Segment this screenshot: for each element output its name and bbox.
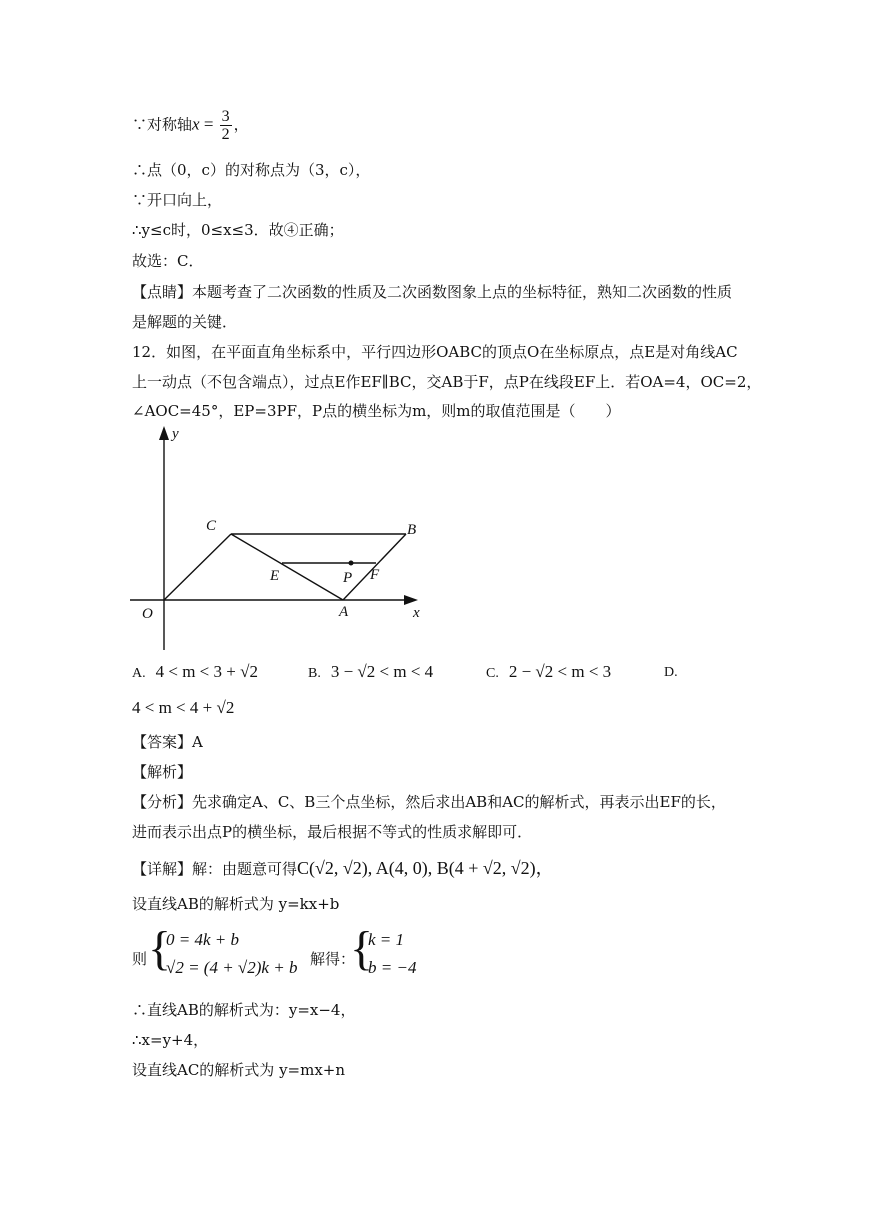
label-c: C xyxy=(206,518,217,534)
option-c-text: 2 − √2 < m < 3 xyxy=(508,662,612,681)
left-brace: { xyxy=(148,922,172,975)
text-line-2: ∴点（0，c）的对称点为（3，c）， xyxy=(132,161,371,179)
label-e: E xyxy=(270,568,280,584)
setup-ab-line: 设直线AB的解析式为 y=kx+b xyxy=(132,895,340,913)
label-b: B xyxy=(407,522,417,538)
y-axis-arrow xyxy=(159,426,169,440)
option-b-label: B. xyxy=(308,666,321,681)
ab-result-line: ∴直线AB的解析式为：y=x−4， xyxy=(132,1001,356,1019)
fraction-numerator: 3 xyxy=(221,108,230,125)
question-line-3: ∠AOC=45°，EP=3PF，P点的横坐标为m，则m的取值范围是（ ） xyxy=(132,402,621,420)
system-solve: 解得： xyxy=(310,950,356,968)
analysis-title: 【解析】 xyxy=(132,763,193,781)
system-eq2: √2 = (4 + √2)k + b xyxy=(166,958,298,977)
x-axis-arrow xyxy=(404,595,418,605)
solution-k: k = 1 xyxy=(368,930,405,949)
label-y: y xyxy=(172,426,179,442)
solution-b: b = −4 xyxy=(368,958,417,977)
answer-line: 【答案】A xyxy=(132,733,203,751)
question-line-1: 12．如图，在平面直角坐标系中，平行四边形OABC的顶点O在坐标原点，点E是对角线AC xyxy=(132,343,738,361)
option-d-label: D. xyxy=(664,665,678,680)
analysis-line-2: 进而表示出点P的横坐标，最后根据不等式的性质求解即可． xyxy=(132,823,533,841)
question-line-2: 上一动点（不包含端点），过点E作EF∥BC，交AB于F，点P在线段EF上．若OA=4，OC=2， xyxy=(132,373,762,391)
text-prefix: ∵对称轴 xyxy=(132,115,193,134)
label-a: A xyxy=(339,604,349,620)
setup-ac-line: 设直线AC的解析式为 y=mx+n xyxy=(132,1061,346,1079)
point-p xyxy=(349,561,354,566)
x-result-line: ∴x=y+4， xyxy=(132,1031,209,1049)
system-then: 则 xyxy=(132,950,148,968)
text-line-3: ∵开口向上， xyxy=(132,191,223,209)
geometry-figure xyxy=(120,420,440,660)
detail-prefix: 【详解】解：由题意可得 xyxy=(132,860,298,878)
label-x: x xyxy=(413,605,420,621)
label-f: F xyxy=(370,567,380,583)
label-o: O xyxy=(142,606,153,622)
math-var: x xyxy=(192,114,200,134)
symmetry-axis-line xyxy=(132,108,249,143)
text-line-7: 是解题的关键． xyxy=(132,313,238,331)
segment-oc xyxy=(164,534,231,600)
option-a-label: A. xyxy=(132,666,146,681)
option-c[interactable] xyxy=(486,662,611,682)
text-line-5: 故选：C． xyxy=(132,252,204,270)
label-p: P xyxy=(343,570,353,586)
fraction xyxy=(220,108,232,143)
text-line-4: ∴y≤c时，0≤x≤3．故④正确； xyxy=(132,221,344,239)
option-d-content xyxy=(132,698,234,718)
option-b-text: 3 − √2 < m < 4 xyxy=(330,662,434,681)
system-eq1: 0 = 4k + b xyxy=(166,930,239,949)
text-line-6: 【点睛】本题考查了二次函数的性质及二次函数图象上点的坐标特征，熟知二次函数的性质 xyxy=(132,283,733,301)
option-a[interactable] xyxy=(132,662,258,682)
analysis-line-1: 【分析】先求确定A、C、B三个点坐标，然后求出AB和AC的解析式，再表示出EF的长， xyxy=(132,793,726,811)
segment-ca xyxy=(231,534,343,600)
detail-coords: C(√2, √2), A(4, 0), B(4 + √2, √2)， xyxy=(297,858,554,878)
option-b[interactable] xyxy=(308,662,433,682)
equals-sign: = xyxy=(199,114,218,134)
option-a-text: 4 < m < 3 + √2 xyxy=(155,662,258,681)
option-c-label: C. xyxy=(486,666,499,681)
right-brace: { xyxy=(350,922,374,975)
detail-line xyxy=(132,858,554,879)
text-suffix: ， xyxy=(233,115,249,134)
fraction-denominator: 2 xyxy=(221,126,230,143)
option-d-text: 4 < m < 4 + √2 xyxy=(132,698,235,717)
option-d[interactable] xyxy=(664,662,688,681)
